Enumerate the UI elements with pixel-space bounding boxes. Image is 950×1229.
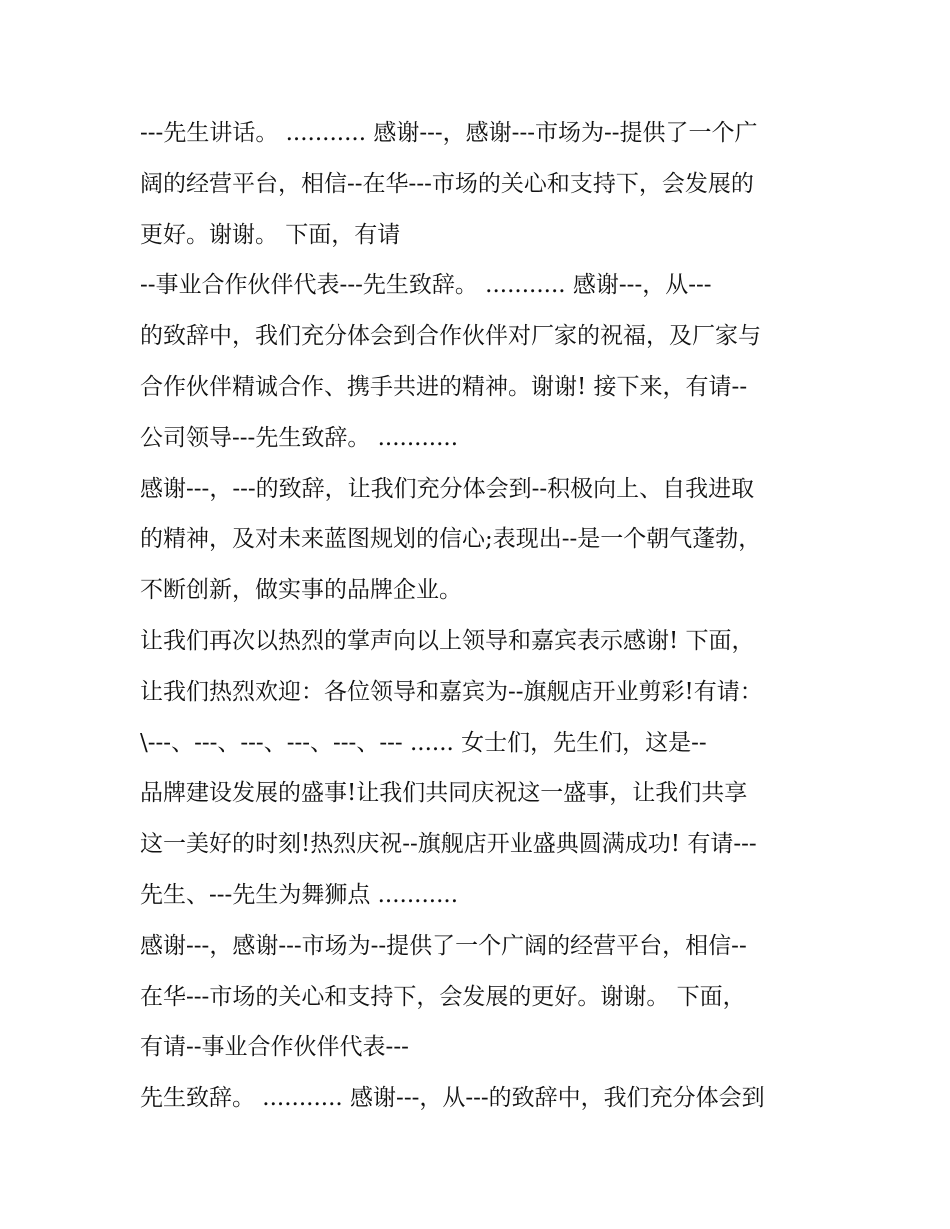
text-line: 公司领导---先生致辞。 ........... bbox=[140, 424, 459, 451]
text-line: 感谢---，---的致辞，让我们充分体会到--积极向上、自我进取 bbox=[140, 475, 755, 502]
text-line: 不断创新，做实事的品牌企业。 bbox=[140, 577, 462, 604]
text-line: 合作伙伴精诚合作、携手共进的精神。谢谢! 接下来，有请-- bbox=[140, 373, 748, 400]
text-line: 这一美好的时刻!热烈庆祝--旗舰店开业盛典圆满成功! 有请--- bbox=[140, 831, 757, 858]
text-line: 先生致辞。 ........... 感谢---，从---的致辞中，我们充分体会到 bbox=[140, 1085, 765, 1112]
text-line: 感谢---，感谢---市场为--提供了一个广阔的经营平台，相信-- bbox=[140, 932, 747, 959]
text-line: 的致辞中，我们充分体会到合作伙伴对厂家的祝福，及厂家与 bbox=[140, 323, 761, 350]
text-line: 阔的经营平台，相信--在华---市场的关心和支持下，会发展的 bbox=[140, 170, 754, 197]
text-line: 更好。谢谢。 下面，有请 bbox=[140, 221, 401, 248]
text-line: ---先生讲话。 ........... 感谢---，感谢---市场为--提供了一个广 bbox=[140, 120, 758, 146]
text-line: 品牌建设发展的盛事!让我们共同庆祝这一盛事，让我们共享 bbox=[140, 780, 748, 807]
text-line: \---、---、---、---、---、--- ...... 女士们，先生们，这是-- bbox=[140, 729, 707, 756]
text-line: 在华---市场的关心和支持下，会发展的更好。谢谢。 下面， bbox=[140, 983, 746, 1010]
text-line: 有请--事业合作伙伴代表--- bbox=[140, 1034, 409, 1061]
document-body bbox=[140, 108, 820, 1124]
text-line: --事业合作伙伴代表---先生致辞。 ........... 感谢---，从--- bbox=[140, 272, 712, 299]
text-line: 让我们热烈欢迎：各位领导和嘉宾为--旗舰店开业剪彩!有请： bbox=[140, 678, 763, 705]
text-line: 的精神，及对未来蓝图规划的信心;表现出--是一个朝气蓬勃， bbox=[140, 526, 762, 553]
text-line: 先生、---先生为舞狮点 ........... bbox=[140, 881, 459, 908]
text-line: 让我们再次以热烈的掌声向以上领导和嘉宾表示感谢! 下面， bbox=[140, 627, 755, 654]
